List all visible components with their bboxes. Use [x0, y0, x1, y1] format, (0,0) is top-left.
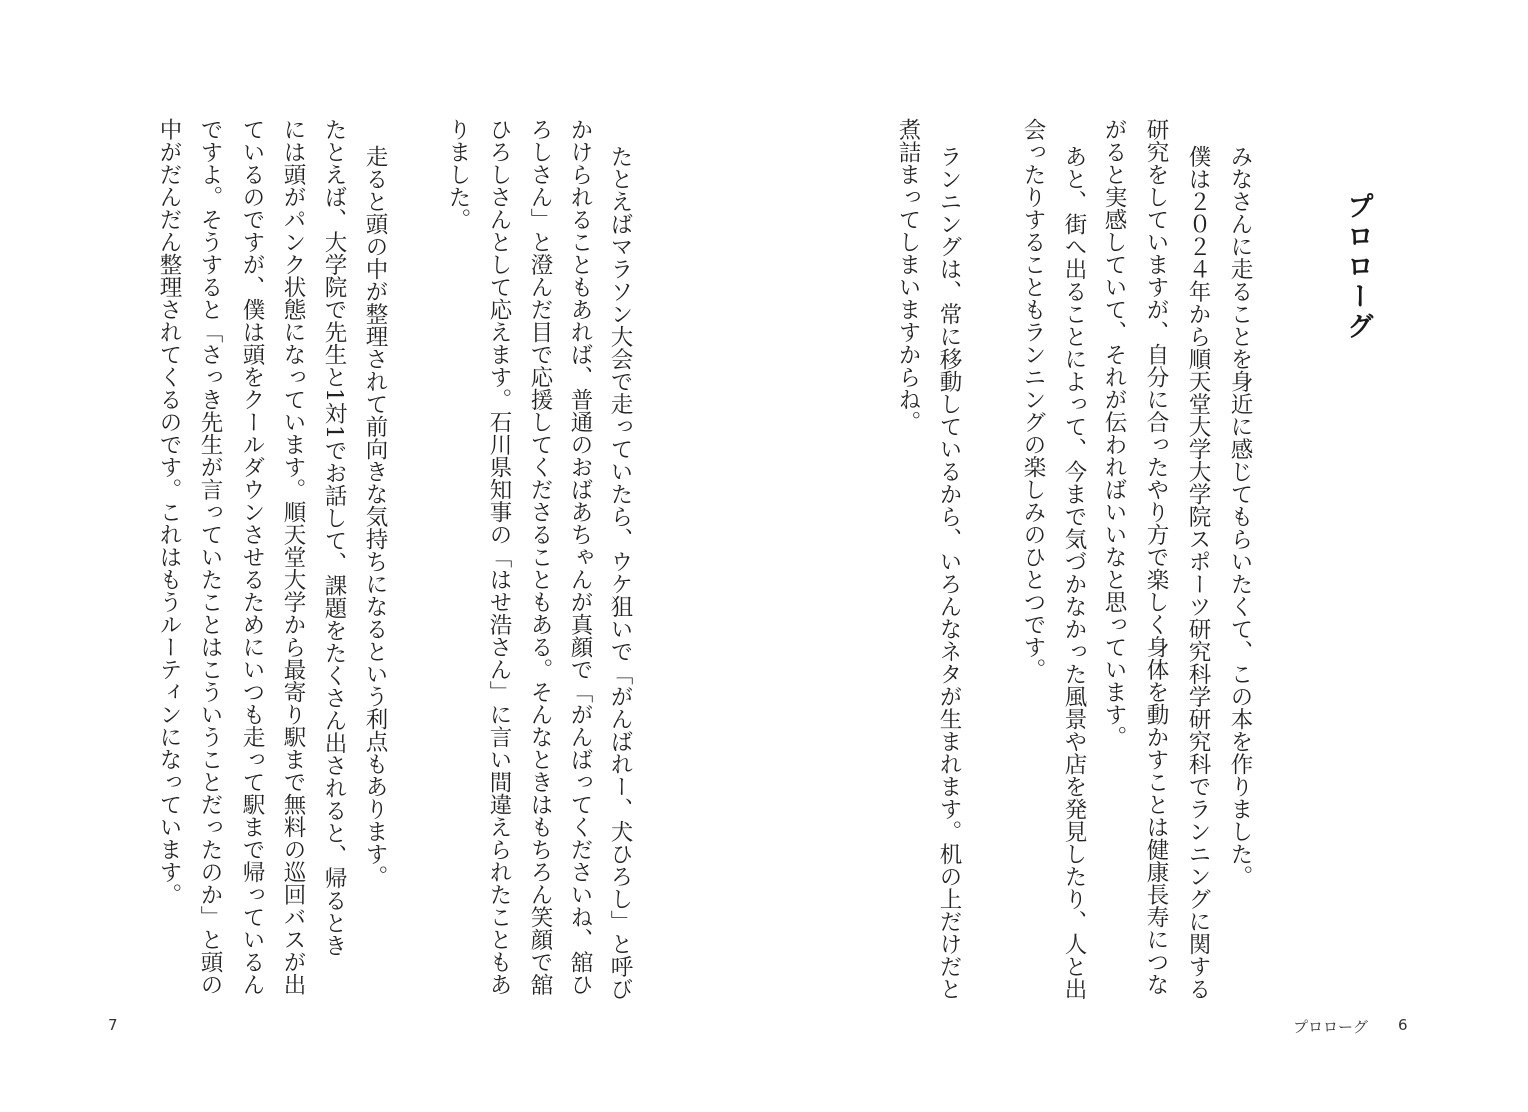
text-line: 煮詰まってしまいますからね。: [895, 118, 921, 433]
text-line: みなさんに走ることを身近に感じてもらいたくて、この本を作りました。: [1227, 145, 1253, 888]
text-line: 走ると頭の中が整理されて前向きな気持ちになるという利点もあります。: [362, 145, 388, 888]
text-line: 中がだんだん整理されてくるのです。これはもうルーティンになっています。: [156, 118, 182, 906]
text-line: あと、街へ出ることによって、今まで気づかなかった風景や店を発見したり、人と出: [1061, 145, 1087, 1000]
running-head: プロローグ: [1293, 1018, 1369, 1036]
text-line: 研究をしていますが、自分に合ったやり方で楽しく身体を動かすことは健康長寿につな: [1143, 118, 1169, 996]
text-line: りました。: [445, 118, 471, 231]
text-line: には頭がパンク状態になっています。順天堂大学から最寄り駅まで無料の巡回バスが出: [280, 118, 306, 996]
text-line: ているのですが、僕は頭をクールダウンさせるためにいつも走って駅まで帰っているん: [239, 118, 265, 996]
text-line: 会ったりすることもランニングの楽しみのひとつです。: [1020, 118, 1046, 681]
page-number-right: 6: [1398, 1016, 1408, 1034]
chapter-title: プロローグ: [1342, 192, 1373, 342]
text-line: たとえば、大学院で先生と1対1でお話して、課題をたくさん出されると、帰るとき: [321, 118, 347, 957]
text-line: ですよ。そうすると「さっき先生が言っていたことはこういうことだったのか」と頭の: [197, 118, 223, 996]
page-number-left: 7: [108, 1016, 118, 1034]
text-line: ランニングは、常に移動しているから、いろんなネタが生まれます。机の上だけだと: [936, 145, 962, 1000]
text-line: ろしさん」と澄んだ目で応援してくださることもある。そんなときはもちろん笑顔で舘: [527, 118, 553, 996]
text-line: たとえばマラソン大会で走っていたら、ウケ狙いで「がんばれー、犬ひろし」と呼び: [607, 145, 633, 1000]
text-line: がると実感していて、それが伝わればいいなと思っています。: [1101, 118, 1127, 748]
text-line: 僕は２０２４年から順天堂大学大学院スポーツ研究科学研究科でランニングに関する: [1185, 145, 1211, 1000]
text-line: ひろしさんとして応えます。石川県知事の「はせ浩さん」に言い間違えられたこともあ: [486, 118, 512, 996]
text-line: かけられることもあれば、普通のおばあちゃんが真顔で「がんばってくださいね、舘ひ: [567, 118, 593, 996]
